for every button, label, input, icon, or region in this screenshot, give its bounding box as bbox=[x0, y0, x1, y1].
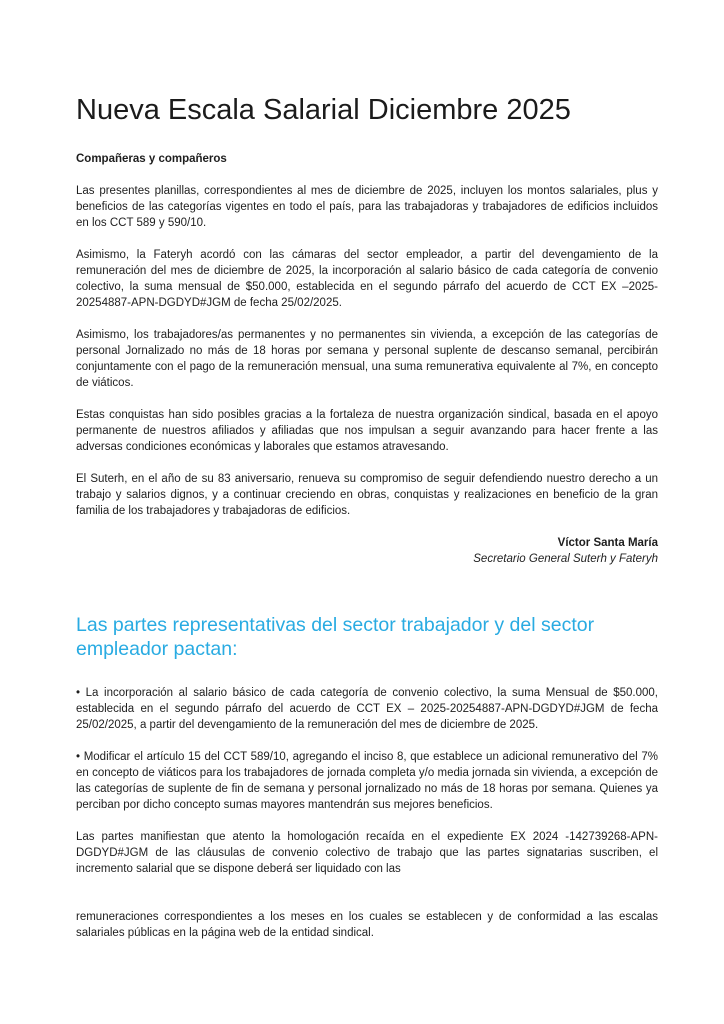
paragraph-remuneraciones: remuneraciones correspondientes a los meses en los cuales se establecen y de conformidad a las escalas salariales públicas en la página web de la entidad sindical. bbox=[76, 911, 658, 940]
paragraph-aniversario: El Suterh, en el año de su 83 aniversario, renueva su compromiso de seguir defendiendo nuestro derecho a un trabajo y salarios dignos, y a continuar creciendo en obras, conquistas y realizaciones en beneficio de la gran familia de los trabajadores y trabajadoras de edificios. bbox=[76, 473, 658, 518]
salutation: Compañeras y compañeros bbox=[76, 153, 227, 166]
paragraph-fateryh-acuerdo: Asimismo, la Fateryh acordó con las cámaras del sector empleador, a partir del devengamiento de la remuneración del mes de diciembre de 2025, la incorporación al salario básico de cada categoría de convenio colectivo, la suma mensual de $50.000, establecida en el segundo párrafo del acuerdo de CCT EX –2025-20254887-APN-DGDYD#JGM de fecha 25/02/2025. bbox=[76, 249, 658, 310]
signature-block bbox=[76, 535, 658, 567]
paragraph-planillas: Las presentes planillas, correspondientes al mes de diciembre de 2025, incluyen los montos salariales, plus y beneficios de las categorías vigentes en todo el país, para las trabajadoras y trabajadores de edificios incluidos en los CCT 589 y 590/10. bbox=[76, 185, 658, 230]
signature-name: Víctor Santa María bbox=[557, 537, 658, 550]
section-heading-pactan: Las partes representativas del sector trabajador y del sector empleador pactan: bbox=[76, 614, 595, 661]
signature-role: Secretario General Suterh y Fateryh bbox=[473, 553, 658, 566]
page-title: Nueva Escala Salarial Diciembre 2025 bbox=[76, 94, 571, 126]
paragraph-homologacion: Las partes manifiestan que atento la homologación recaída en el expediente EX 2024 -142739268-APN-DGDYD#JGM de las cláusulas de convenio colectivo de trabajo que las partes signatarias suscriben, el incremento salarial que se dispone deberá ser liquidado con las bbox=[76, 831, 658, 876]
bullet-modificar-articulo: • Modificar el artículo 15 del CCT 589/10, agregando el inciso 8, que establece un adicional remunerativo del 7% en concepto de viáticos para los trabajadores de jornada completa y/o media jornada sin vivienda, a excepción de las categorías de suplente de fin de semana y personal jornalizado no más de 18 horas por semana. Quienes ya perciban por dicho concepto sumas mayores mantendrán sus mejores beneficios. bbox=[76, 751, 658, 812]
paragraph-conquistas: Estas conquistas han sido posibles gracias a la fortaleza de nuestra organización sindical, basada en el apoyo permanente de nuestros afiliados y afiliadas que nos impulsan a seguir avanzando para hacer frente a las adversas condiciones económicas y laborales que estamos atravesando. bbox=[76, 409, 658, 454]
bullet-incorporacion-salario: • La incorporación al salario básico de cada categoría de convenio colectivo, la suma Mensual de $50.000, establecida en el segundo párrafo del acuerdo de CCT EX – 2025-20254887-APN-DGDYD#JGM de fecha 25/02/2025, a partir del devengamiento de la remuneración del mes de diciembre de 2025. bbox=[76, 687, 658, 732]
paragraph-viaticos: Asimismo, los trabajadores/as permanentes y no permanentes sin vivienda, a excepción de las categorías de personal Jornalizado no más de 18 horas por semana y personal suplente de descanso semanal, percibirán conjuntamente con el pago de la remuneración mensual, una suma remunerativa equivalente al 7%, en concepto de viáticos. bbox=[76, 329, 658, 390]
